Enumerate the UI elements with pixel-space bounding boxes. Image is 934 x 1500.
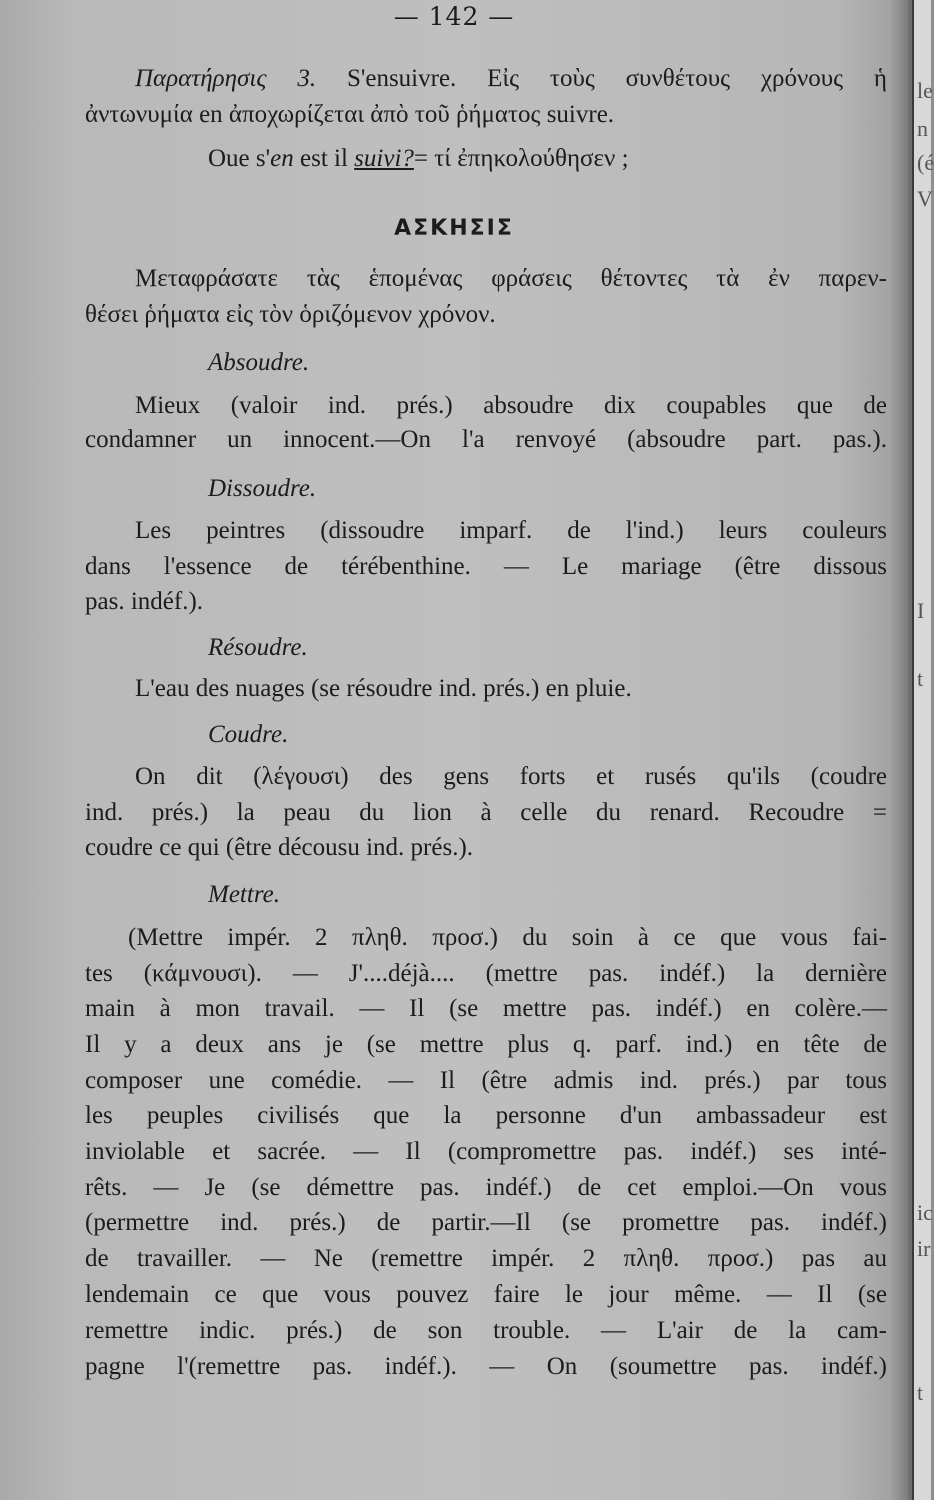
mettre-line-6: les peuples civilisés que la personne d'un ambassadeur est xyxy=(85,1102,887,1129)
dissoudre-line-3: pas. indéf.). xyxy=(85,588,204,615)
mettre-line-12: remettre indic. prés.) de son trouble. — L'air de la cam- xyxy=(85,1317,887,1344)
coudre-line-3: coudre ce qui (être décousu ind. prés.). xyxy=(85,834,474,861)
dissoudre-line-1: Les peintres (dissoudre imparf. de l'ind.) leurs couleurs xyxy=(135,517,887,544)
instruction-line-1: Μεταφράσατε τὰς ἑπομένας φράσεις θέτοντες τὰ ἐν παρεν- xyxy=(135,265,887,292)
next-page-edge xyxy=(912,0,934,1500)
exercise-heading: ΑΣΚΗΣΙΣ xyxy=(394,216,514,241)
margin-fragment: le xyxy=(917,78,933,103)
section-title-absoudre: Absoudre. xyxy=(208,349,310,376)
mettre-line-3: main à mon travail. — Il (se mettre pas. indéf.) en colère.— xyxy=(85,995,887,1022)
resoudre-line-1: L'eau des nuages (se résoudre ind. prés.) en pluie. xyxy=(135,675,632,702)
section-title-dissoudre: Dissoudre. xyxy=(208,475,317,502)
remark-line-3 xyxy=(208,144,629,174)
remark-q-suivi: suivi? xyxy=(354,145,414,172)
remark-line-1 xyxy=(135,64,887,94)
coudre-line-1: On dit (λέγουσι) des gens forts et rusés qu'ils (coudre xyxy=(135,763,887,790)
instruction-line-2: θέσει ῥήματα εἰς τὸν ὁριζόμενον χρόνον. xyxy=(85,301,496,328)
margin-fragment: V xyxy=(917,186,933,211)
mettre-line-7: inviolable et sacrée. — Il (compromettre pas. indéf.) ses inté- xyxy=(85,1138,887,1165)
remark-q-a: Oue s' xyxy=(208,145,271,172)
mettre-line-1: (Mettre impér. 2 πληθ. προσ.) du soin à ce que vous fai- xyxy=(128,924,887,951)
mettre-line-4: Il y a deux ans je (se mettre plus q. parf. ind.) en tête de xyxy=(85,1031,887,1058)
mettre-line-11: lendemain ce que vous pouvez faire le jour même. — Il (se xyxy=(85,1281,887,1308)
absoudre-line-1: Mieux (valoir ind. prés.) absoudre dix coupables que de xyxy=(135,392,887,419)
remark-q-b: est il xyxy=(293,145,355,172)
remark-q-c: = τί ἐπηκολούθησεν ; xyxy=(413,145,629,172)
remark-label: Παρατήρησις 3. xyxy=(135,65,317,92)
margin-fragment: ic xyxy=(917,1200,933,1225)
margin-fragment: t xyxy=(917,666,924,691)
absoudre-line-2: condamner un innocent.—On l'a renvoyé (absoudre part. pas.). xyxy=(85,426,887,453)
coudre-line-2: ind. prés.) la peau du lion à celle du renard. Recoudre = xyxy=(85,799,887,826)
section-title-coudre: Coudre. xyxy=(208,721,289,748)
margin-fragment: I xyxy=(917,598,925,623)
section-title-mettre: Mettre. xyxy=(208,881,280,908)
mettre-line-5: composer une comédie. — Il (être admis ind. prés.) par tous xyxy=(85,1067,887,1094)
mettre-line-10: de travailler. — Ne (remettre impér. 2 πληθ. προσ.) pas au xyxy=(85,1245,887,1272)
mettre-line-13: pagne l'(remettre pas. indéf.). — On (soumettre pas. indéf.) xyxy=(85,1353,887,1380)
remark-q-en: en xyxy=(270,145,294,172)
margin-fragment: n xyxy=(917,116,928,141)
page-edge-shadow xyxy=(890,0,912,1500)
remark-line-1-text: S'ensuivre. Εἰς τοὺς συνθέτους χρόνους ἡ xyxy=(346,65,887,92)
dissoudre-line-2: dans l'essence de térébenthine. — Le mariage (être dissous xyxy=(85,553,887,580)
mettre-line-8: rêts. — Je (se démettre pas. indéf.) de cet emploi.—On vous xyxy=(85,1174,887,1201)
margin-fragment: ir xyxy=(917,1236,931,1261)
remark-line-2: ἀντωνυμία en ἀποχωρίζεται ἀπὸ τοῦ ῥήματος suivre. xyxy=(85,101,615,128)
margin-fragment: (é xyxy=(917,150,934,175)
margin-fragment: t xyxy=(917,1380,924,1405)
page-number: — 142 — xyxy=(393,2,515,31)
mettre-line-9: (permettre ind. prés.) de partir.—Il (se promettre pas. indéf.) xyxy=(85,1209,887,1236)
mettre-line-2: tes (κάμνουσι). — J'....déjà.... (mettre pas. indéf.) la dernière xyxy=(85,960,887,987)
section-title-resoudre: Résoudre. xyxy=(208,634,308,661)
